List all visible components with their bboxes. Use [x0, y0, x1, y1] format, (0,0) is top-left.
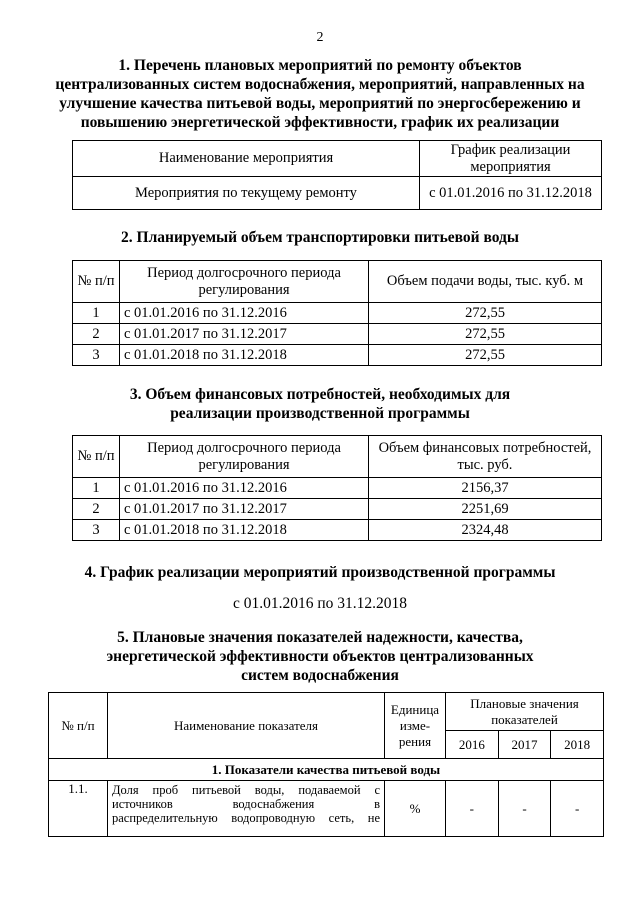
indicators-table: [48, 692, 604, 837]
table-row-indicator: Доля проб питьевой воды, подаваемой с источников водоснабжения в распределительную водопроводную сеть, не: [108, 781, 385, 837]
section4-period: с 01.01.2016 по 31.12.2018: [232, 595, 408, 612]
section2-title: 2. Планируемый объем транспортировки питьевой воды: [121, 229, 519, 246]
page-number: 2: [316, 30, 324, 45]
header-num: № п/п: [49, 693, 108, 759]
table-row-value: -: [551, 781, 604, 837]
table-row-num: 3: [73, 520, 120, 541]
header-financial-needs: Объем финансовых потребностей, тыс. руб.: [369, 436, 602, 478]
table-row-num: 2: [73, 499, 120, 520]
table-row-period: с 01.01.2016 по 31.12.2016: [120, 303, 369, 324]
table-row-amount: 2251,69: [369, 499, 602, 520]
table-row-num: 2: [73, 324, 120, 345]
table-row-volume: 272,55: [369, 303, 602, 324]
header-num: № п/п: [73, 261, 120, 303]
header-indicator-name: Наименование показателя: [108, 693, 385, 759]
section1-title: 1. Перечень плановых мероприятий по ремонту объектов централизованных систем водоснабжения, мероприятий, направленных на улучшение качества питьевой воды, мероприятий по энергосбережению и повышению энергетической эффективности, график их реализации: [55, 57, 585, 131]
measure-schedule-cell: с 01.01.2016 по 31.12.2018: [420, 177, 602, 210]
table-row-value: -: [498, 781, 551, 837]
table-row-num: 1.1.: [49, 781, 108, 837]
header-year: 2017: [498, 731, 551, 759]
table-row-volume: 272,55: [369, 345, 602, 366]
table-row-period: с 01.01.2017 по 31.12.2017: [120, 499, 369, 520]
financial-needs-table: [72, 435, 602, 541]
table-row-period: с 01.01.2017 по 31.12.2017: [120, 324, 369, 345]
header-period: Период долгосрочного периода регулирования: [120, 261, 369, 303]
table-row-period: с 01.01.2016 по 31.12.2016: [120, 478, 369, 499]
table-row-period: с 01.01.2018 по 31.12.2018: [120, 520, 369, 541]
header-period: Период долгосрочного периода регулирования: [120, 436, 369, 478]
water-volume-table: [72, 260, 602, 366]
header-volume: Объем подачи воды, тыс. куб. м: [369, 261, 602, 303]
header-num: № п/п: [73, 436, 120, 478]
header-year: 2018: [551, 731, 604, 759]
table-row-amount: 2156,37: [369, 478, 602, 499]
table-row-volume: 272,55: [369, 324, 602, 345]
table-row-num: 1: [73, 478, 120, 499]
section4-title: 4. График реализации мероприятий производственной программы: [84, 564, 556, 581]
table-row-value: -: [446, 781, 499, 837]
table-row-num: 1: [73, 303, 120, 324]
table-row-period: с 01.01.2018 по 31.12.2018: [120, 345, 369, 366]
section-row-water-quality: 1. Показатели качества питьевой воды: [49, 759, 604, 781]
header-planned-values: Плановые значения показателей: [446, 693, 604, 731]
measures-table: [72, 140, 602, 210]
header-unit: Единица изме- рения: [385, 693, 446, 759]
measure-name-cell: Мероприятия по текущему ремонту: [73, 177, 420, 210]
section3-title: 3. Объем финансовых потребностей, необходимых для реализации производственной программы: [129, 386, 511, 422]
header-measure-name: Наименование мероприятия: [73, 141, 420, 177]
header-schedule: График реализации мероприятия: [420, 141, 602, 177]
table-row-unit: %: [385, 781, 446, 837]
table-row-amount: 2324,48: [369, 520, 602, 541]
header-year: 2016: [446, 731, 499, 759]
section5-title: 5. Плановые значения показателей надежности, качества, энергетической эффективности объектов централизованных систем водоснабжения: [106, 629, 534, 684]
table-row-num: 3: [73, 345, 120, 366]
